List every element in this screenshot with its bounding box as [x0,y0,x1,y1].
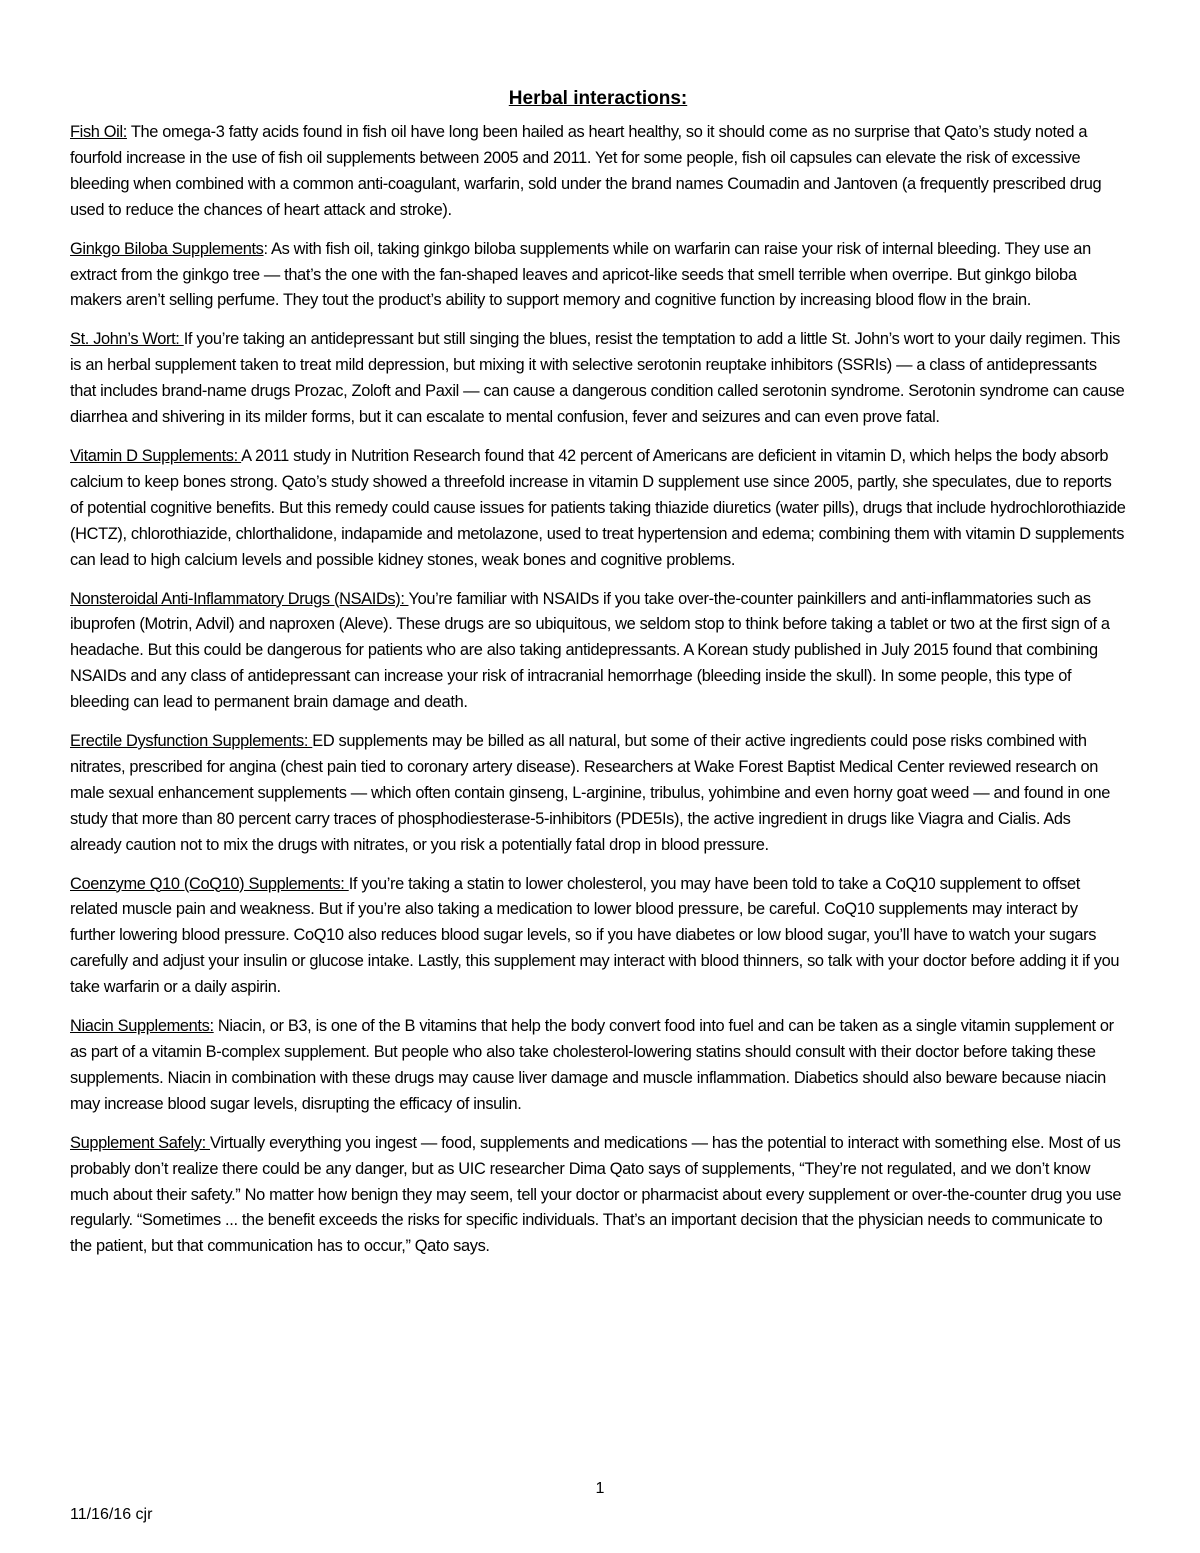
section-erectile-dysfunction [70,729,1126,859]
document-page [70,86,1126,1273]
section-heading: Supplement Safely: [70,1133,211,1152]
section-coq10 [70,872,1126,1002]
section-ginkgo-biloba [70,237,1126,315]
section-nsaids [70,587,1126,717]
section-heading: Niacin Supplements: [70,1017,214,1036]
section-body: Niacin, or B3, is one of the B vitamins that help the body convert food into fuel and can be taken as a single vitamin supplement or as part of a vitamin B-complex supplement. But people who also take cholesterol-lowering statins should consult with their doctor before taking these supplements. Niacin in combination with these drugs may cause liver damage and muscle inflammation. Diabetics should also beware because niacin may increase blood sugar levels, disrupting the efficacy of insulin. [70,1017,1114,1113]
section-niacin [70,1014,1126,1118]
section-body: Virtually everything you ingest — food, supplements and medications — has the potential to interact with something else. Most of us probably don’t realize there could be any danger, but as UIC researcher Dima Qato says of supplements, “They’re not regulated, and we don’t know much about their safety.” No matter how benign they may seem, tell your doctor or pharmacist about every supplement or over-the-counter drug you use regularly. “Sometimes ... the benefit exceeds the risks for specific individuals. That’s an important decision that the physician needs to communicate to the patient, but that communication has to occur,” Qato says. [70,1133,1122,1256]
section-heading: Fish Oil: [70,123,127,141]
section-st-johns-wort [70,327,1126,431]
section-heading: Coenzyme Q10 (CoQ10) Supplements: [70,874,349,893]
section-vitamin-d [70,444,1126,574]
section-body: If you’re taking a statin to lower cholesterol, you may have been told to take a CoQ10 supplement to offset related muscle pain and weakness. But if you’re also taking a medication to lower blood pressure, be careful. CoQ10 supplements may interact by further lowering blood pressure. CoQ10 also reduces blood sugar levels, so if you have diabetes or low blood sugar, you’ll have to watch your sugars carefully and adjust your insulin or glucose intake. Lastly, this supplement may interact with blood thinners, so talk with your doctor before adding it if you take warfarin or a daily aspirin. [70,874,1120,997]
page-number: 1 [595,1480,605,1497]
document-title: Herbal interactions: [508,88,688,109]
section-supplement-safely [70,1131,1126,1261]
section-body: : As with fish oil, taking ginkgo biloba supplements while on warfarin can raise your risk of internal bleeding. They use an extract from the ginkgo tree — that’s the one with the fan-shaped leaves and apricot-like seeds that smell terrible when overripe. But ginkgo biloba makers aren’t selling perfume. They tout the product’s ability to support memory and cognitive function by increasing blood flow in the brain. [70,239,1091,310]
section-heading: St. John’s Wort: [70,330,184,349]
section-heading: Vitamin D Supplements: [70,446,242,465]
section-heading: Nonsteroidal Anti-Inflammatory Drugs (NSAIDs): [70,589,409,608]
section-body: The omega-3 fatty acids found in fish oil have long been hailed as heart healthy, so it should come as no surprise that Qato’s study noted a fourfold increase in the use of fish oil supplements between 2005 and 2011. Yet for some people, fish oil capsules can elevate the risk of excessive bleeding when combined with a common anti-coagulant, warfarin, sold under the brand names Coumadin and Jantoven (a frequently prescribed drug used to reduce the chances of heart attack and stroke). [70,123,1102,219]
section-fish-oil [70,120,1126,224]
section-body: If you’re taking an antidepressant but still singing the blues, resist the temptation to add a little St. John’s wort to your daily regimen. This is an herbal supplement taken to treat mild depression, but mixing it with selective serotonin reuptake inhibitors (SSRIs) — a class of antidepressants that includes brand-name drugs Prozac, Zoloft and Paxil — can cause a dangerous condition called serotonin syndrome. Serotonin syndrome can cause diarrhea and shivering in its milder forms, but it can escalate to mental confusion, fever and seizures and can even prove fatal. [70,330,1125,427]
footer-note: 11/16/16 cjr [70,1506,153,1523]
section-body: ED supplements may be billed as all natural, but some of their active ingredients could pose risks combined with nitrates, prescribed for angina (chest pain tied to coronary artery disease). Researchers at Wake Forest Baptist Medical Center reviewed research on male sexual enhancement supplements — which often contain ginseng, L-arginine, tribulus, yohimbine and even horny goat weed — and found in one study that more than 80 percent carry traces of phosphodiesterase-5-inhibitors (PDE5Is), the active ingredient in drugs like Viagra and Cialis. Ads already caution not to mix the drugs with nitrates, or you risk a potentially fatal drop in blood pressure. [70,732,1111,854]
section-heading: Erectile Dysfunction Supplements: [70,732,313,751]
section-heading: Ginkgo Biloba Supplements [70,239,264,258]
section-body: You’re familiar with NSAIDs if you take over-the-counter painkillers and anti-inflammatories such as ibuprofen (Motrin, Advil) and naproxen (Aleve). These drugs are so ubiquitous, we seldom stop to think before taking a tablet or two at the first sign of a headache. But this could be dangerous for patients who are also taking antidepressants. A Korean study published in July 2015 found that combining NSAIDs and any class of antidepressant can increase your risk of intracranial hemorrhage (bleeding inside the skull). In some people, this type of bleeding can lead to permanent brain damage and death. [70,589,1110,712]
section-body: A 2011 study in Nutrition Research found that 42 percent of Americans are deficient in vitamin D, which helps the body absorb calcium to keep bones strong. Qato’s study showed a threefold increase in vitamin D supplement use since 2005, partly, she speculates, due to reports of potential cognitive benefits. But this remedy could cause issues for patients taking thiazide diuretics (water pills), drugs that include hydrochlorothiazide (HCTZ), chlorothiazide, chlorthalidone, indapamide and metolazone, used to treat hypertension and edema; combining them with vitamin D supplements can lead to high calcium levels and possible kidney stones, weak bones and cognitive problems. [70,446,1126,569]
